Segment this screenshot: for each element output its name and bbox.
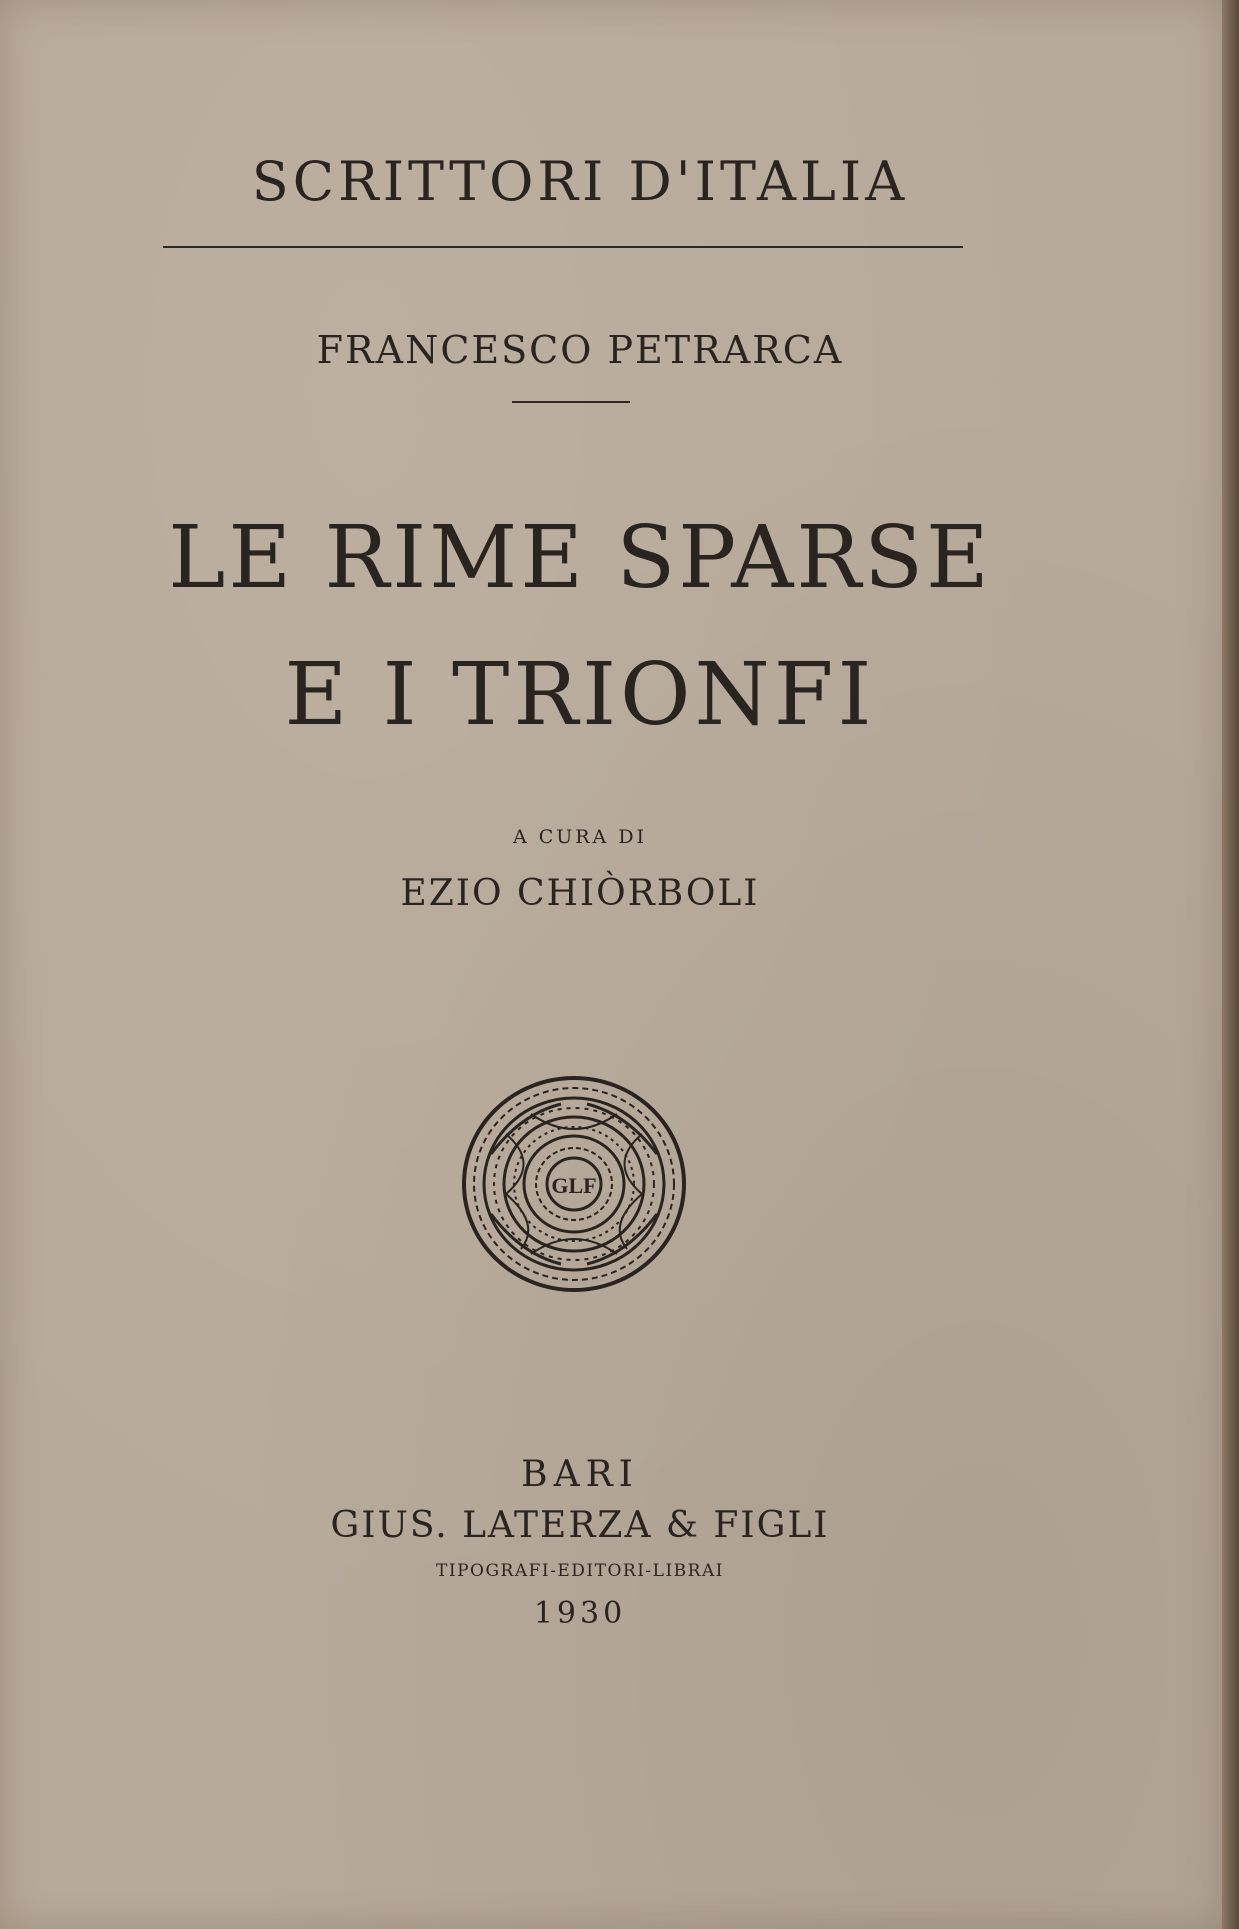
svg-text:GLF: GLF — [551, 1173, 597, 1198]
publisher-name: GIUS. LATERZA & FIGLI — [330, 1505, 830, 1546]
book-title-line-1: LE RIME SPARSE — [168, 508, 992, 608]
curator-name: EZIO CHIÒRBOLI — [400, 873, 760, 914]
series-title: SCRITTORI D'ITALIA — [251, 150, 909, 213]
book-edge — [1222, 0, 1239, 1929]
author-divider — [512, 401, 630, 403]
publisher-trade: TIPOGRAFI-EDITORI-LIBRAI — [436, 1561, 724, 1581]
publisher-city: BARI — [521, 1454, 639, 1495]
book-title-line-2: E I TRIONFI — [284, 645, 876, 745]
publisher-emblem-icon — [461, 1074, 687, 1294]
series-divider — [163, 246, 963, 248]
curator-label: A CURA DI — [512, 826, 648, 848]
publication-year: 1930 — [533, 1596, 627, 1631]
author-name: FRANCESCO PETRARCA — [316, 328, 844, 372]
